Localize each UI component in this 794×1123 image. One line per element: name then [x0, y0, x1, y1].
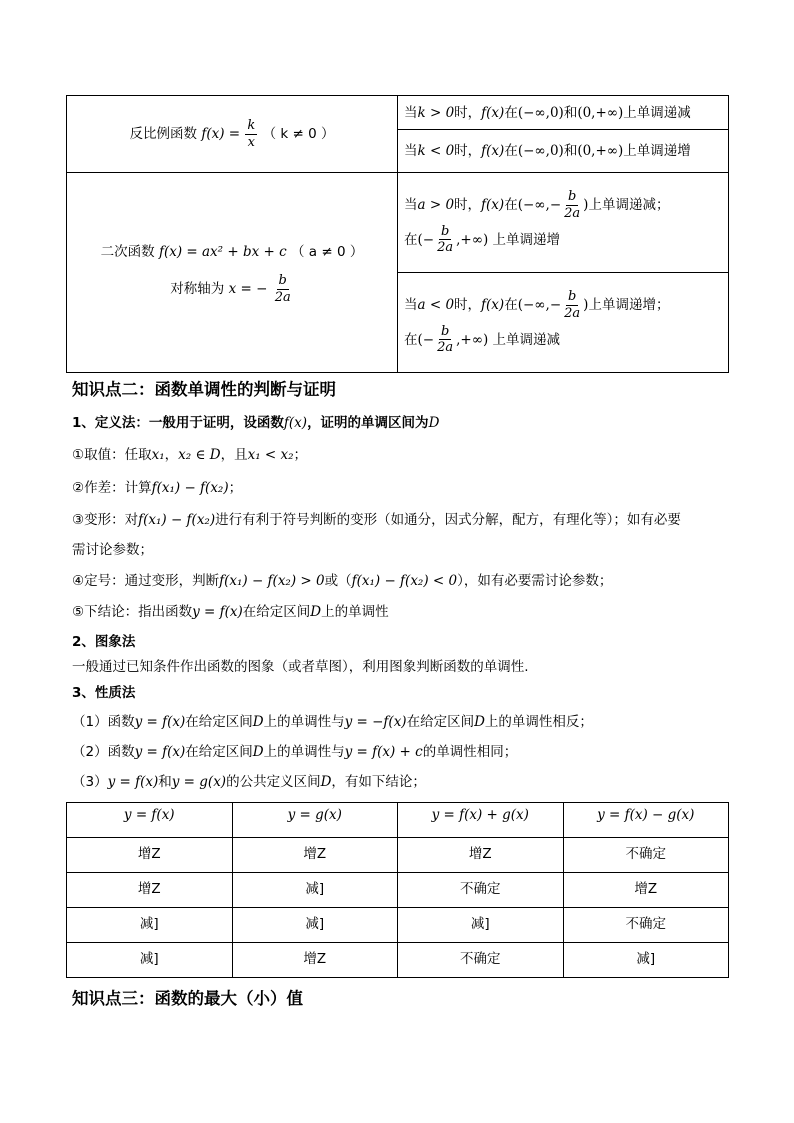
step-subtract: ②作差：计算f(x₁) − f(x₂)；: [72, 480, 243, 496]
property-3: （3）y = f(x)和y = g(x)的公共定义区间D，有如下结论；: [72, 774, 426, 790]
table-cell: 减]: [67, 943, 233, 978]
table-cell: 增Z: [563, 873, 729, 908]
k-over-x-fraction: $\frac{k}{x}$: [247, 117, 256, 150]
axis-eq: x = −: [228, 281, 268, 298]
table-row: [67, 943, 729, 978]
table-cell: 减]: [67, 908, 233, 943]
table-cell: 增Z: [232, 838, 398, 873]
table-row: [67, 908, 729, 943]
table-cell: 减]: [563, 943, 729, 978]
inverse-condition: （ k ≠ 0 ）: [262, 126, 335, 142]
table-cell: 增Z: [232, 943, 398, 978]
step-conclude: ⑤下结论：指出函数y = f(x)在给定区间D上的单调性: [72, 604, 389, 620]
definition-method: 1、定义法：一般用于证明，设函数f(x)，证明的单调区间为D: [72, 415, 440, 431]
table-cell: 增Z: [398, 838, 564, 873]
step-take-values: ①取值：任取x₁，x₂ ∈ D，且x₁ < x₂；: [72, 447, 308, 463]
monotonicity-table: [66, 95, 729, 373]
step-transform-cont: 需讨论参数；: [72, 542, 153, 558]
inverse-label: 反比例函数: [129, 126, 198, 142]
k-positive-cell: 当k > 0时，f(x)在(−∞,0)和(0,+∞)上单调递减: [398, 96, 729, 130]
table-row: [67, 873, 729, 908]
axis-label: 对称轴为: [170, 281, 225, 298]
property-1: （1）函数y = f(x)在给定区间D上的单调性与y = −f(x)在给定区间D上的单调性相反；: [72, 714, 593, 730]
header-cell: y = f(x): [67, 803, 233, 838]
axis-fraction: $\frac{b}{2a}$: [274, 273, 291, 305]
quadratic-function-cell: [67, 173, 398, 373]
section2-title: 知识点二：函数单调性的判断与证明: [72, 380, 336, 399]
header-cell: y = f(x) − g(x): [563, 803, 729, 838]
table-cell: 增Z: [67, 873, 233, 908]
property-method-label: 3、性质法: [72, 685, 136, 701]
table-cell: 不确定: [563, 908, 729, 943]
graph-method-label: 2、图象法: [72, 634, 136, 650]
table-cell: 不确定: [398, 873, 564, 908]
inverse-function-cell: [67, 96, 398, 173]
property-table: [66, 802, 729, 978]
a-positive-cell: 当a > 0时，f(x)在(−∞,− $\frac{b}{2a}$ )上单调递减； 在(− $\frac{b}{2a}$ ,+∞) 上单调递增: [398, 173, 729, 273]
step-sign: ④定号：通过变形，判断f(x₁) − f(x₂) > 0或（f(x₁) − f(x₂) < 0），如有必要需讨论参数；: [72, 573, 613, 589]
inverse-func: f(x) =: [201, 126, 241, 142]
table-cell: 增Z: [67, 838, 233, 873]
table-cell: 减]: [232, 873, 398, 908]
k-negative-cell: 当k < 0时，f(x)在(−∞,0)和(0,+∞)上单调递增: [398, 130, 729, 173]
quadratic-condition: （ a ≠ 0 ）: [290, 244, 364, 261]
section3-title: 知识点三：函数的最大（小）值: [72, 989, 303, 1008]
quadratic-func: f(x) = ax² + bx + c: [158, 244, 287, 261]
table-row: [67, 838, 729, 873]
table-cell: 不确定: [563, 838, 729, 873]
quadratic-label: 二次函数: [100, 244, 155, 261]
property-2: （2）函数y = f(x)在给定区间D上的单调性与y = f(x) + c的单调性相同；: [72, 744, 518, 760]
table-cell: 不确定: [398, 943, 564, 978]
step-transform: ③变形：对f(x₁) − f(x₂)进行有利于符号判断的变形（如通分，因式分解，配方，有理化等）；如有必要: [72, 512, 681, 528]
table-cell: 减]: [398, 908, 564, 943]
table-header-row: [67, 803, 729, 838]
a-negative-cell: 当a < 0时，f(x)在(−∞,− $\frac{b}{2a}$ )上单调递增； 在(− $\frac{b}{2a}$ ,+∞) 上单调递减: [398, 273, 729, 373]
table-cell: 减]: [232, 908, 398, 943]
header-cell: y = g(x): [232, 803, 398, 838]
graph-method-text: 一般通过已知条件作出函数的图象（或者草图），利用图象判断函数的单调性.: [72, 659, 529, 675]
header-cell: y = f(x) + g(x): [398, 803, 564, 838]
